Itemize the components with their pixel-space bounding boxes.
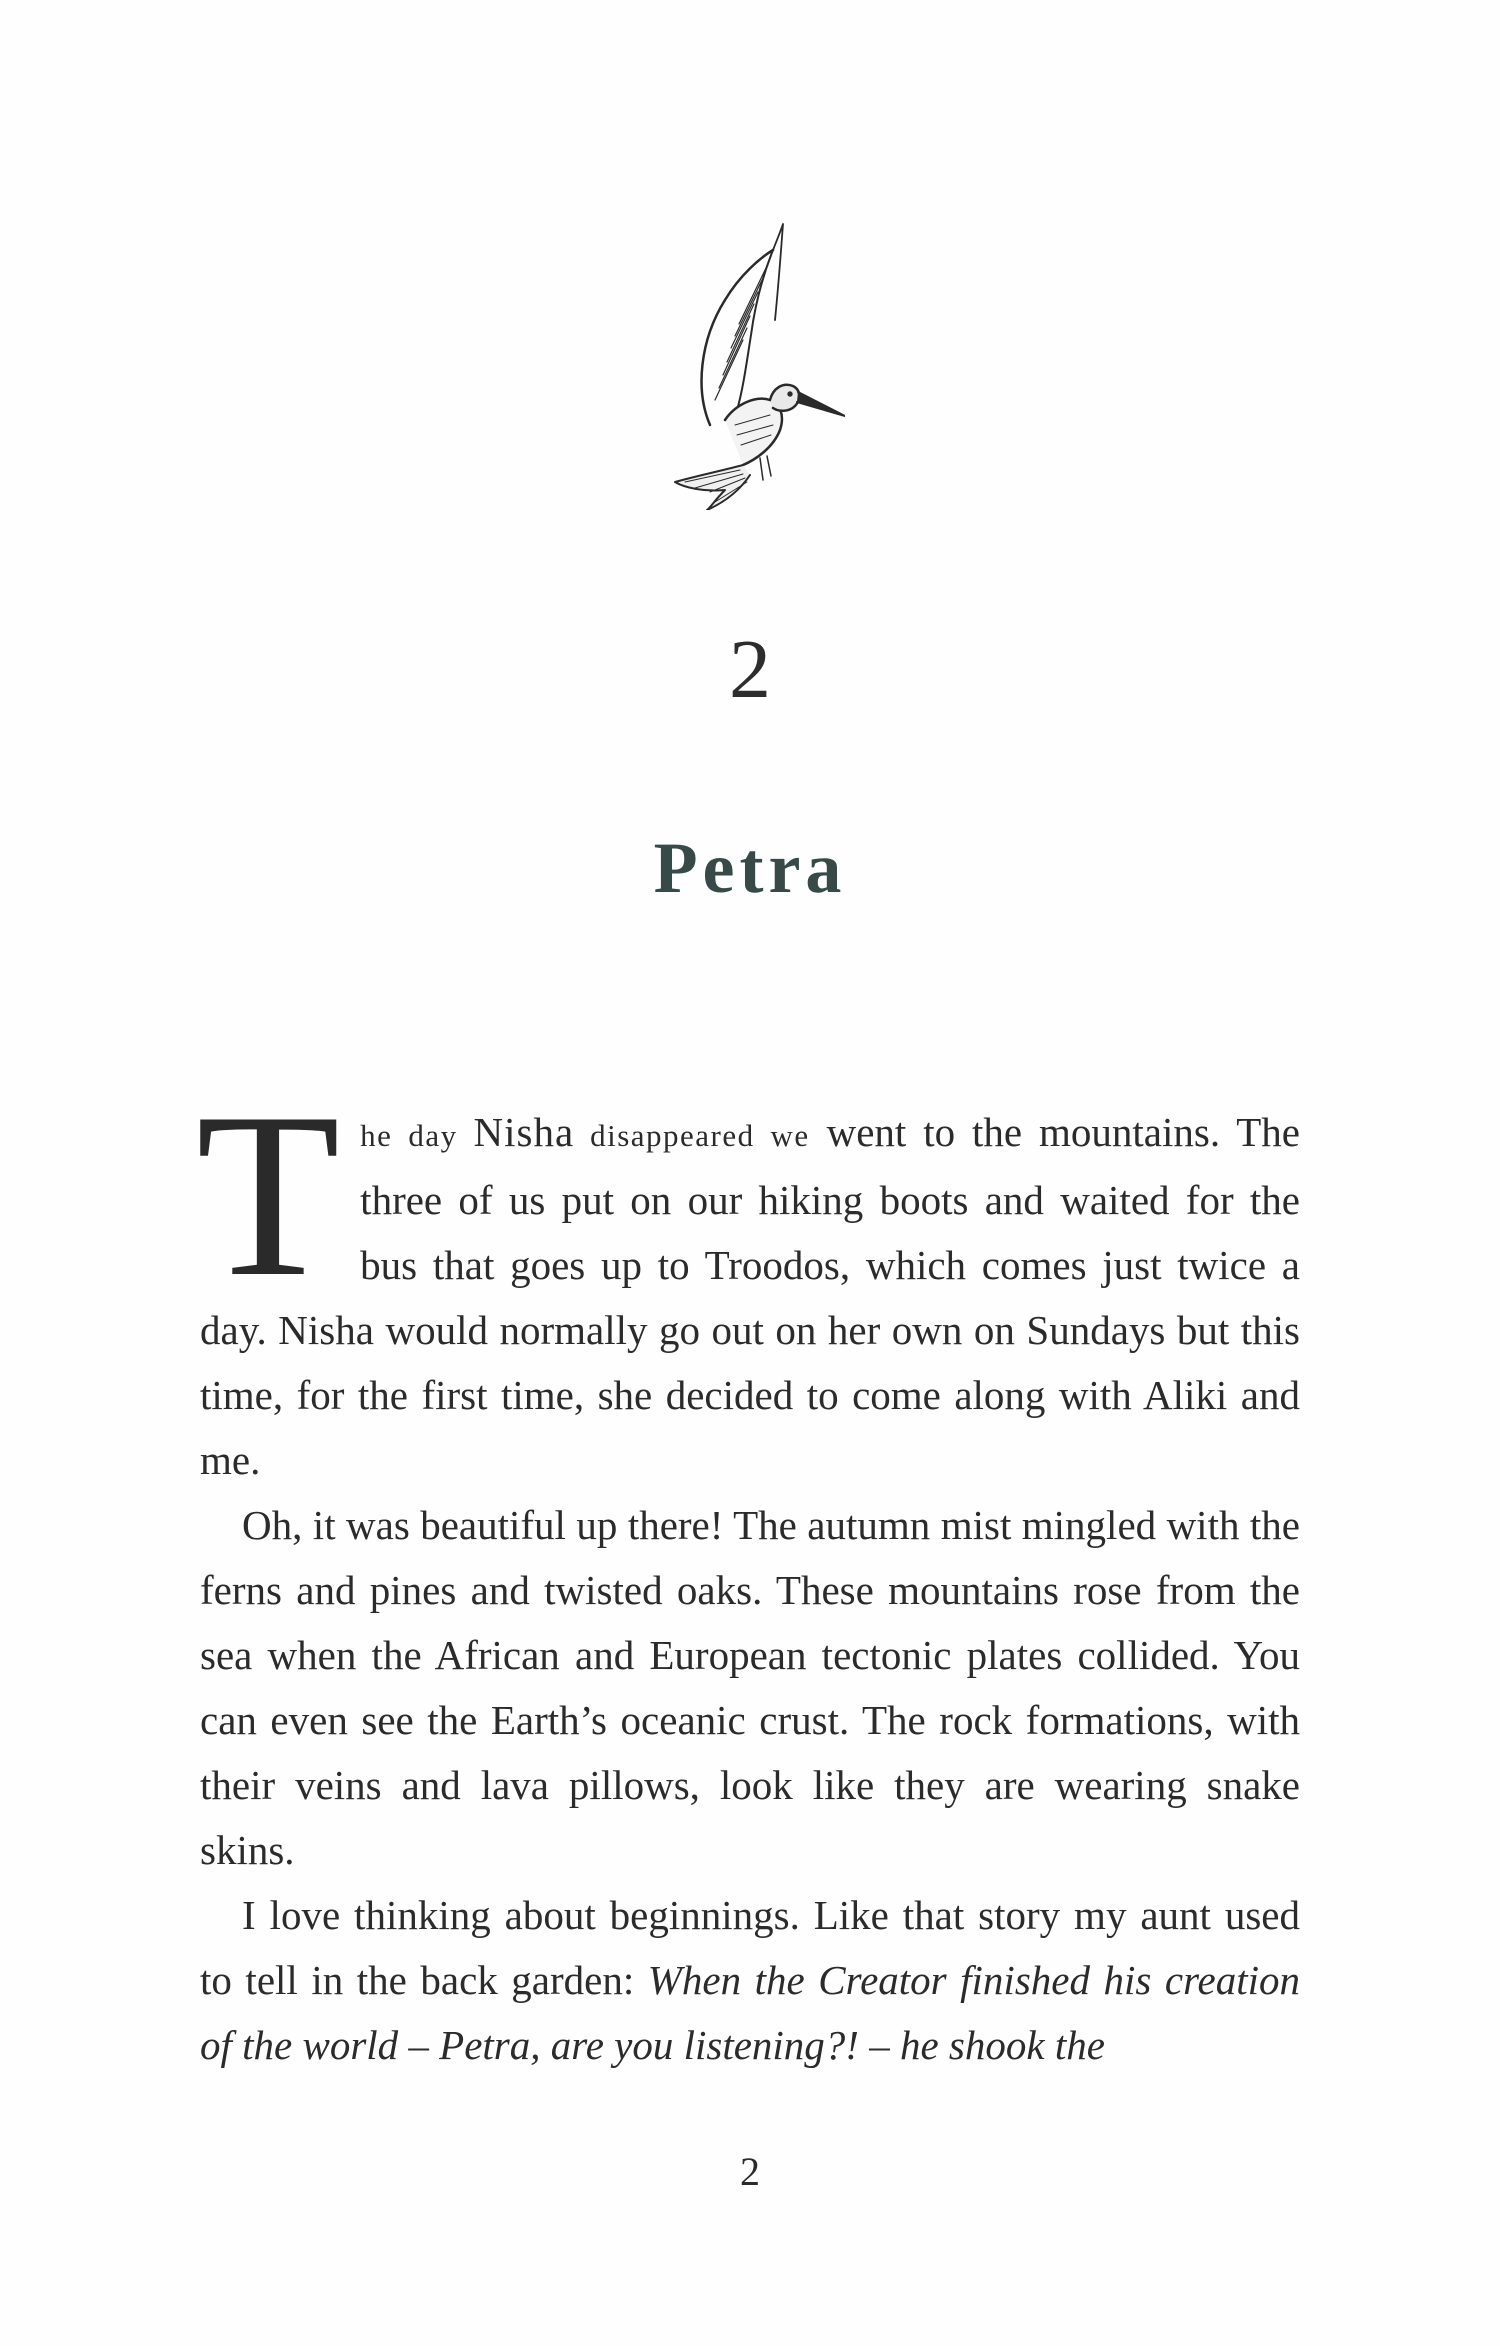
lead-in-text: he day <box>360 1118 474 1153</box>
paragraph-1-text: went to the mountains. The three of us put on our hiking boots and waited for the bus that goes up to Troodos, which comes just twice a day. Nisha would normally go out on her own on Sundays but this time, for the first time, she decided to come along with Aliki and me. <box>200 1109 1300 1483</box>
lead-in-text-2: disappeared we <box>574 1118 810 1153</box>
page-number: 2 <box>740 2149 760 2194</box>
paragraph-3-text: I love thinking about beginnings. Like that story my aunt used to tell in the back garden: <box>200 1892 1300 2003</box>
lead-in-name: Nisha <box>473 1109 575 1155</box>
drop-cap: T <box>196 1065 341 1326</box>
chapter-number: 2 <box>729 623 771 716</box>
paragraph-2: Oh, it was beautiful up there! The autumn mist mingled with the ferns and pines and twisted oaks. These mountains rose from the sea when the African and European tectonic plates collided. You can even see the Earth’s oceanic crust. The rock formations, with their veins and lava pillows, look like they are wearing snake skins. <box>200 1502 1300 1873</box>
lead-in-smallcaps <box>360 1109 810 1155</box>
chapter-title: Petra <box>653 828 847 908</box>
paragraph-1 <box>196 1065 1300 1493</box>
kingfisher-bird-icon <box>655 220 845 510</box>
chapter-body <box>196 1065 1300 2078</box>
paragraph-3 <box>200 1883 1300 2078</box>
paragraph-3-italic: When the Creator finished his creation of the world – Petra, are you listening?! – he shook the <box>200 1957 1300 2068</box>
